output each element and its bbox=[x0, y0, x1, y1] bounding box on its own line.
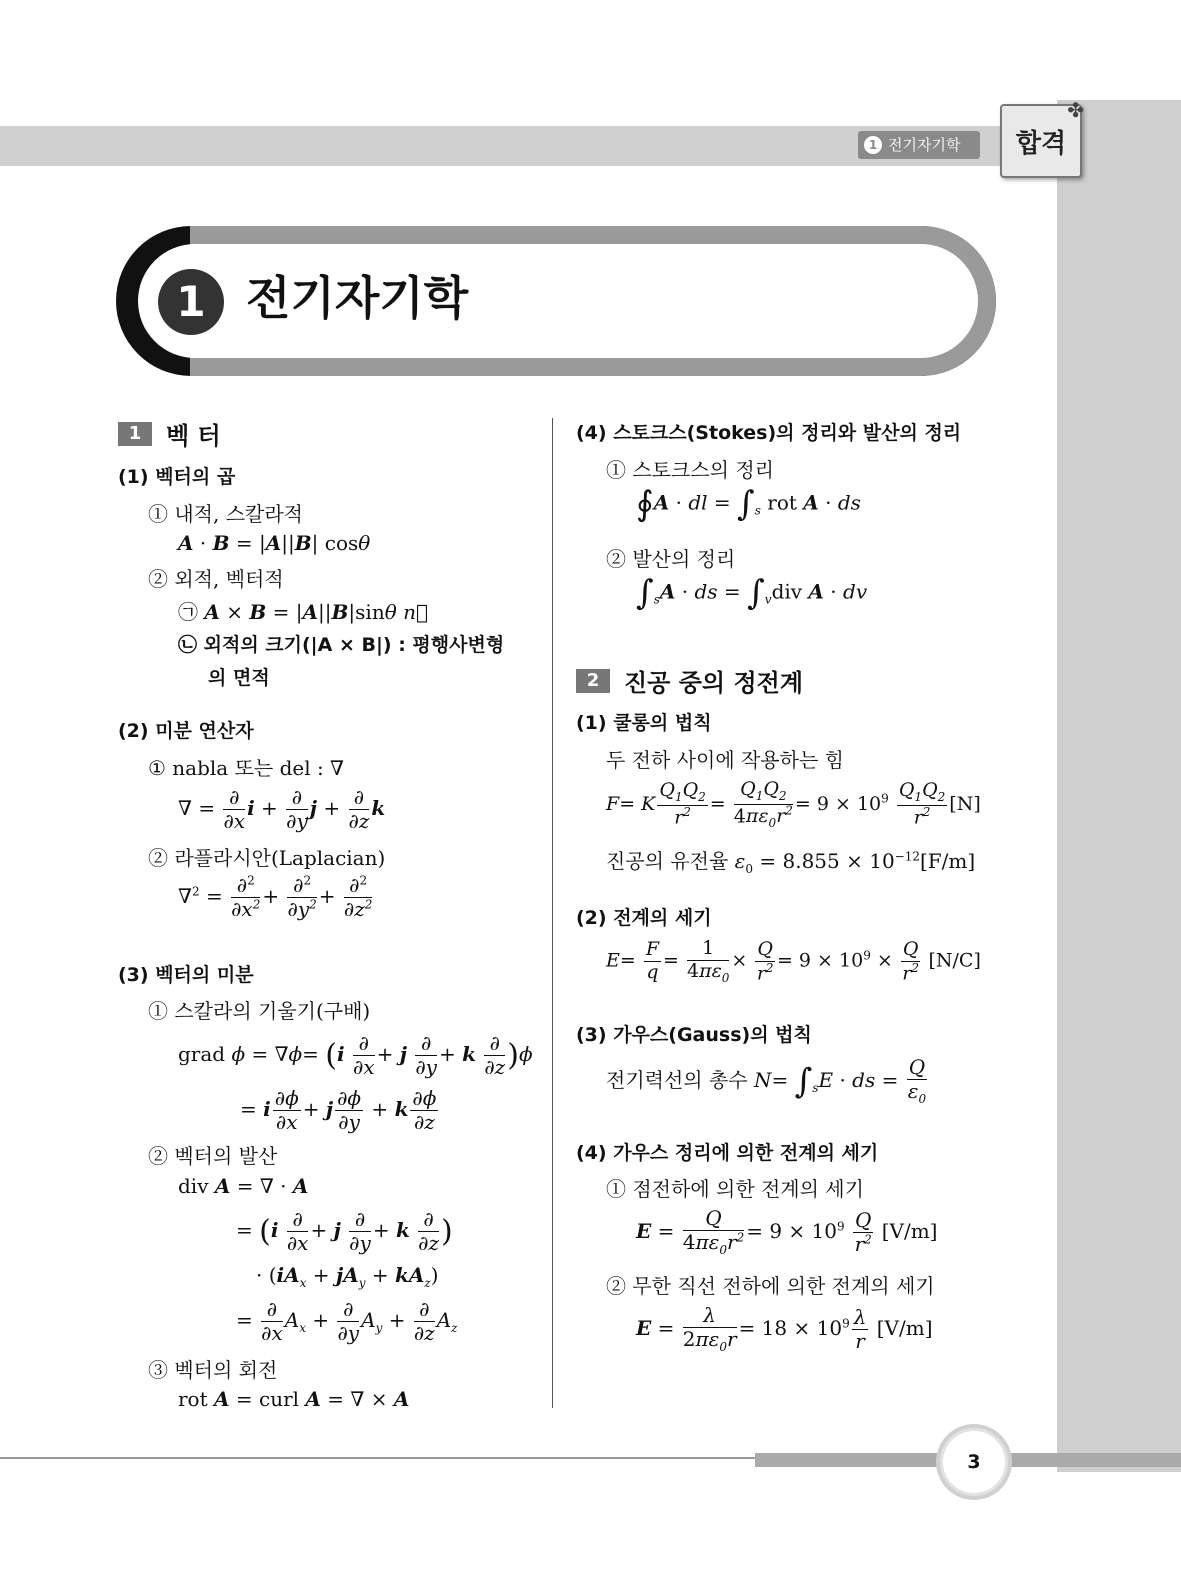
item-marker: ㉠ bbox=[178, 600, 198, 624]
item-stokes: ① 스토크스의 정리 bbox=[606, 458, 774, 482]
vacuum-permittivity: 진공의 유전율 $\varepsilon_0 = 8.855 \times 10^{-12}[F/m]$ bbox=[606, 849, 976, 876]
page-number: 3 bbox=[940, 1428, 1008, 1496]
item-gradient: ① 스칼라의 기울기(구배) bbox=[148, 999, 371, 1023]
section-title: 진공 중의 정전계 bbox=[624, 669, 803, 697]
formula-field-intensity: E= $\frac{F}{q}$ = $\frac{1}{4\pi\varepsilon_0}$ × $\frac{Q}{r^2}$ = $9 \times 10^9$ × $\frac{Q}{r^2}$ [N/C] bbox=[606, 937, 981, 985]
coulomb-description: 두 전하 사이에 작용하는 힘 bbox=[606, 748, 844, 772]
chapter-tag-label: 전기자기학 bbox=[888, 136, 961, 154]
item-point-charge: ① 점전하에 의한 전계의 세기 bbox=[606, 1177, 864, 1201]
subsection-differential-operator: (2) 미분 연산자 bbox=[118, 720, 254, 742]
formula-stokes: ∮A · dl = $\int_s$ rot A · ds bbox=[636, 484, 861, 524]
item-inner-product: ① 내적, 스칼라적 bbox=[148, 502, 303, 526]
formula-gradient: grad ϕ = ∇ϕ= (i $\frac{\partial}{\partial x}$ + j $\frac{\partial}{\partial y}$ + k $\frac{\partial}{\partial z}$ )ϕ bbox=[178, 1031, 533, 1079]
item-cross-product: ② 외적, 벡터적 bbox=[148, 567, 284, 591]
pass-badge bbox=[1000, 98, 1084, 178]
formula-dot-product: A · B = |A||B| cosθ bbox=[178, 531, 371, 555]
section-1-heading bbox=[118, 416, 221, 451]
formula-nabla: ∇ = $\frac{\partial}{\partial x}$ i + $\frac{\partial}{\partial y}$ j + $\frac{\partial}{\partial z}$ k bbox=[178, 785, 386, 833]
formula-divergence-step2: · $(iA_x + jA_y + kA_z)$ bbox=[256, 1263, 439, 1290]
subsection-gauss-field: (4) 가우스 정리에 의한 전계의 세기 bbox=[576, 1142, 879, 1164]
item-cross-magnitude-cont: 의 면적 bbox=[208, 667, 270, 689]
item-nabla: ① nabla 또는 del : ∇ bbox=[148, 756, 345, 780]
title-number: 1 bbox=[158, 269, 224, 335]
formula-cross-product: ㉠ A × B = |A||B|sinθ n⃗ bbox=[178, 600, 428, 624]
vacuum-permittivity-label: 진공의 유전율 bbox=[606, 849, 729, 873]
footer-line bbox=[0, 1457, 760, 1459]
chapter-tag-number: 1 bbox=[864, 136, 882, 154]
formula-divergence: div A = ∇ · A bbox=[178, 1174, 309, 1198]
subsection-gauss-law: (3) 가우스(Gauss)의 법칙 bbox=[576, 1024, 812, 1046]
column-divider bbox=[552, 418, 553, 1408]
section-number: 1 bbox=[118, 422, 152, 446]
formula-divergence-step1: = (i $\frac{\partial}{\partial x}$ + j $\frac{\partial}{\partial y}$ + k $\frac{\partial}{\partial z}$ ) bbox=[236, 1207, 453, 1255]
subsection-stokes-divergence: (4) 스토크스(Stokes)의 정리와 발산의 정리 bbox=[576, 422, 962, 444]
formula-divergence-theorem: $\int_sA$ · ds = $\int_vdiv$ A · dv bbox=[636, 573, 868, 613]
subsection-coulomb: (1) 쿨롱의 법칙 bbox=[576, 712, 712, 734]
header-bar bbox=[0, 126, 1000, 166]
subsection-field-intensity: (2) 전계의 세기 bbox=[576, 907, 712, 929]
page-title: 전기자기학 bbox=[246, 271, 469, 325]
item-line-charge: ② 무한 직선 전하에 의한 전계의 세기 bbox=[606, 1274, 935, 1298]
formula-gauss-law: 전기력선의 총수 $N= \int_sE$ · ds = $\frac{Q}{\varepsilon_0}$ bbox=[606, 1055, 927, 1106]
formula-curl: rot A = curl A = ∇ × A bbox=[178, 1387, 410, 1411]
chapter-tag bbox=[858, 131, 980, 159]
section-2-heading bbox=[576, 663, 803, 698]
integral-sign: ∫ bbox=[737, 484, 755, 524]
item-curl: ③ 벡터의 회전 bbox=[148, 1358, 278, 1382]
formula-point-charge: E = $\frac{Q}{4\pi\varepsilon_0r^2}$ = $9 \times 10^9$ $\frac{Q}{r^2}$ [V/m] bbox=[636, 1206, 938, 1257]
item-divergence-theorem: ② 발산의 정리 bbox=[606, 547, 736, 571]
subsection-vector-product: (1) 벡터의 곱 bbox=[118, 466, 236, 488]
formula-gradient-expanded: = i $\frac{\partial\phi}{\partial x}$ + j $\frac{\partial\phi}{\partial y}$ + k $\frac{\partial\phi}{\partial z}$ bbox=[240, 1086, 437, 1134]
contour-integral-sign: ∮ bbox=[636, 484, 654, 524]
formula-divergence-step3: = $\frac{\partial}{\partial x}$ $A_x$ + $\frac{\partial}{\partial y}$ $A_y$ + $\frac{\partial}{\partial z}$ $A_z$ bbox=[236, 1297, 458, 1345]
section-number: 2 bbox=[576, 669, 610, 693]
section-title: 벡 터 bbox=[166, 422, 221, 450]
integral-sign: ∫ bbox=[794, 1061, 813, 1102]
pass-badge-label: 합격 bbox=[1015, 128, 1067, 159]
formula-laplacian: ∇$^2$ = $\frac{\partial^2}{\partial x^2}$ + $\frac{\partial^2}{\partial y^2}$ + $\frac{\partial^2}{\partial z^2}$ bbox=[178, 873, 373, 921]
clover-icon: ✤ bbox=[1067, 98, 1084, 122]
formula-line-charge: E = $\frac{\lambda}{2\pi\varepsilon_0r}$ = $18 \times 10^9$ $\frac{\lambda}{r}$ [V/m] bbox=[636, 1303, 933, 1354]
item-divergence: ② 벡터의 발산 bbox=[148, 1144, 278, 1168]
unit-newton-per-coulomb: [N/C] bbox=[928, 949, 981, 972]
side-bar bbox=[1057, 100, 1181, 1472]
unit-volt-per-meter: [V/m] bbox=[876, 1315, 933, 1340]
integral-sign: ∫ bbox=[636, 573, 654, 613]
subsection-vector-derivative: (3) 벡터의 미분 bbox=[118, 964, 254, 986]
vacuum-permittivity-exponent: −12 bbox=[894, 849, 920, 864]
integral-sign: ∫ bbox=[747, 573, 765, 613]
vacuum-permittivity-unit: [F/m] bbox=[920, 849, 976, 873]
formula-coulomb: F= K $\frac{Q_1Q_2}{r^2}$ = $\frac{Q_1Q_2}{4\pi\varepsilon_0r^2}$ = $9 \times 10^9$ $\frac{Q_1Q_2}{r^2}$ [N] bbox=[606, 778, 981, 830]
item-laplacian: ② 라플라시안(Laplacian) bbox=[148, 846, 386, 870]
unit-volt-per-meter: [V/m] bbox=[881, 1218, 938, 1243]
item-cross-magnitude: ㉡ 외적의 크기(|A × B|) : 평행사변형 bbox=[178, 634, 505, 656]
vacuum-permittivity-value: = 8.855 × 10 bbox=[759, 849, 895, 873]
unit-newton: [N] bbox=[949, 792, 981, 815]
flux-lines-label: 전기력선의 총수 bbox=[606, 1067, 748, 1092]
